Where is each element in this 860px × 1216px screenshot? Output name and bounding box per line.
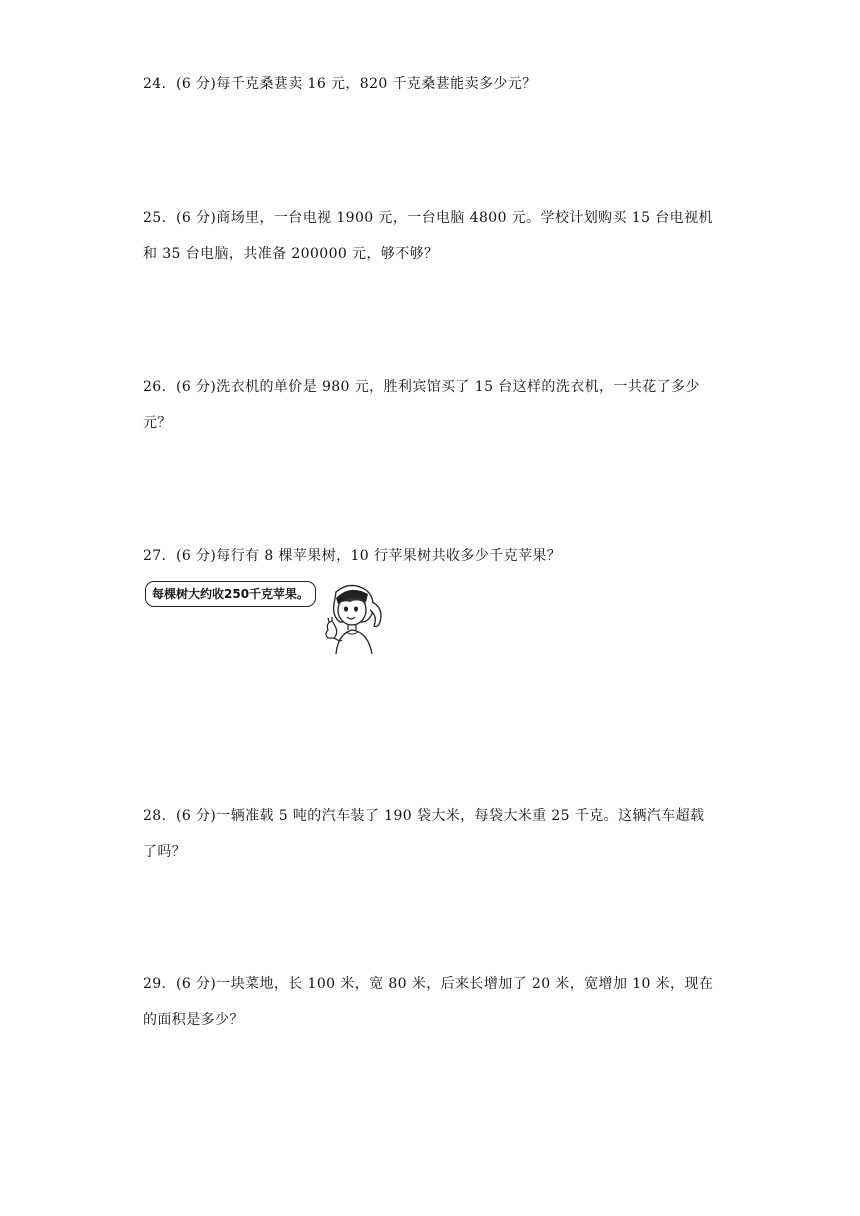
question-29 xyxy=(143,966,718,1038)
speech-bubble: 每棵树大约收250千克苹果。 xyxy=(145,581,316,607)
question-25-line-1: 25．(6 分)商场里，一台电视 1900 元，一台电脑 4800 元。学校计划购买 15 台电视机 xyxy=(143,210,713,226)
question-25-line-2: 和 35 台电脑，共准备 200000 元，够不够？ xyxy=(143,246,439,262)
question-26 xyxy=(143,369,718,441)
question-28-line-2: 了吗？ xyxy=(143,844,187,860)
question-26-line-1: 26．(6 分)洗衣机的单价是 980 元，胜利宾馆买了 15 台这样的洗衣机，一共花了多少 xyxy=(143,379,700,395)
question-27 xyxy=(143,538,718,574)
girl-cartoon-icon xyxy=(314,582,386,654)
question-29-line-1: 29．(6 分)一块菜地，长 100 米，宽 80 米，后来长增加了 20 米，宽增加 10 米，现在 xyxy=(143,976,714,992)
question-28 xyxy=(143,798,718,870)
question-24-line-1: 24．(6 分)每千克桑葚卖 16 元，820 千克桑葚能卖多少元？ xyxy=(143,76,537,92)
question-25 xyxy=(143,200,718,272)
question-26-line-2: 元？ xyxy=(143,415,172,431)
question-24 xyxy=(143,66,718,102)
question-27-line-1: 27．(6 分)每行有 8 棵苹果树，10 行苹果树共收多少千克苹果？ xyxy=(143,548,562,564)
question-28-line-1: 28．(6 分)一辆准载 5 吨的汽车装了 190 袋大米，每袋大米重 25 千克。这辆汽车超载 xyxy=(143,808,705,824)
question-29-line-2: 的面积是多少？ xyxy=(143,1012,244,1028)
